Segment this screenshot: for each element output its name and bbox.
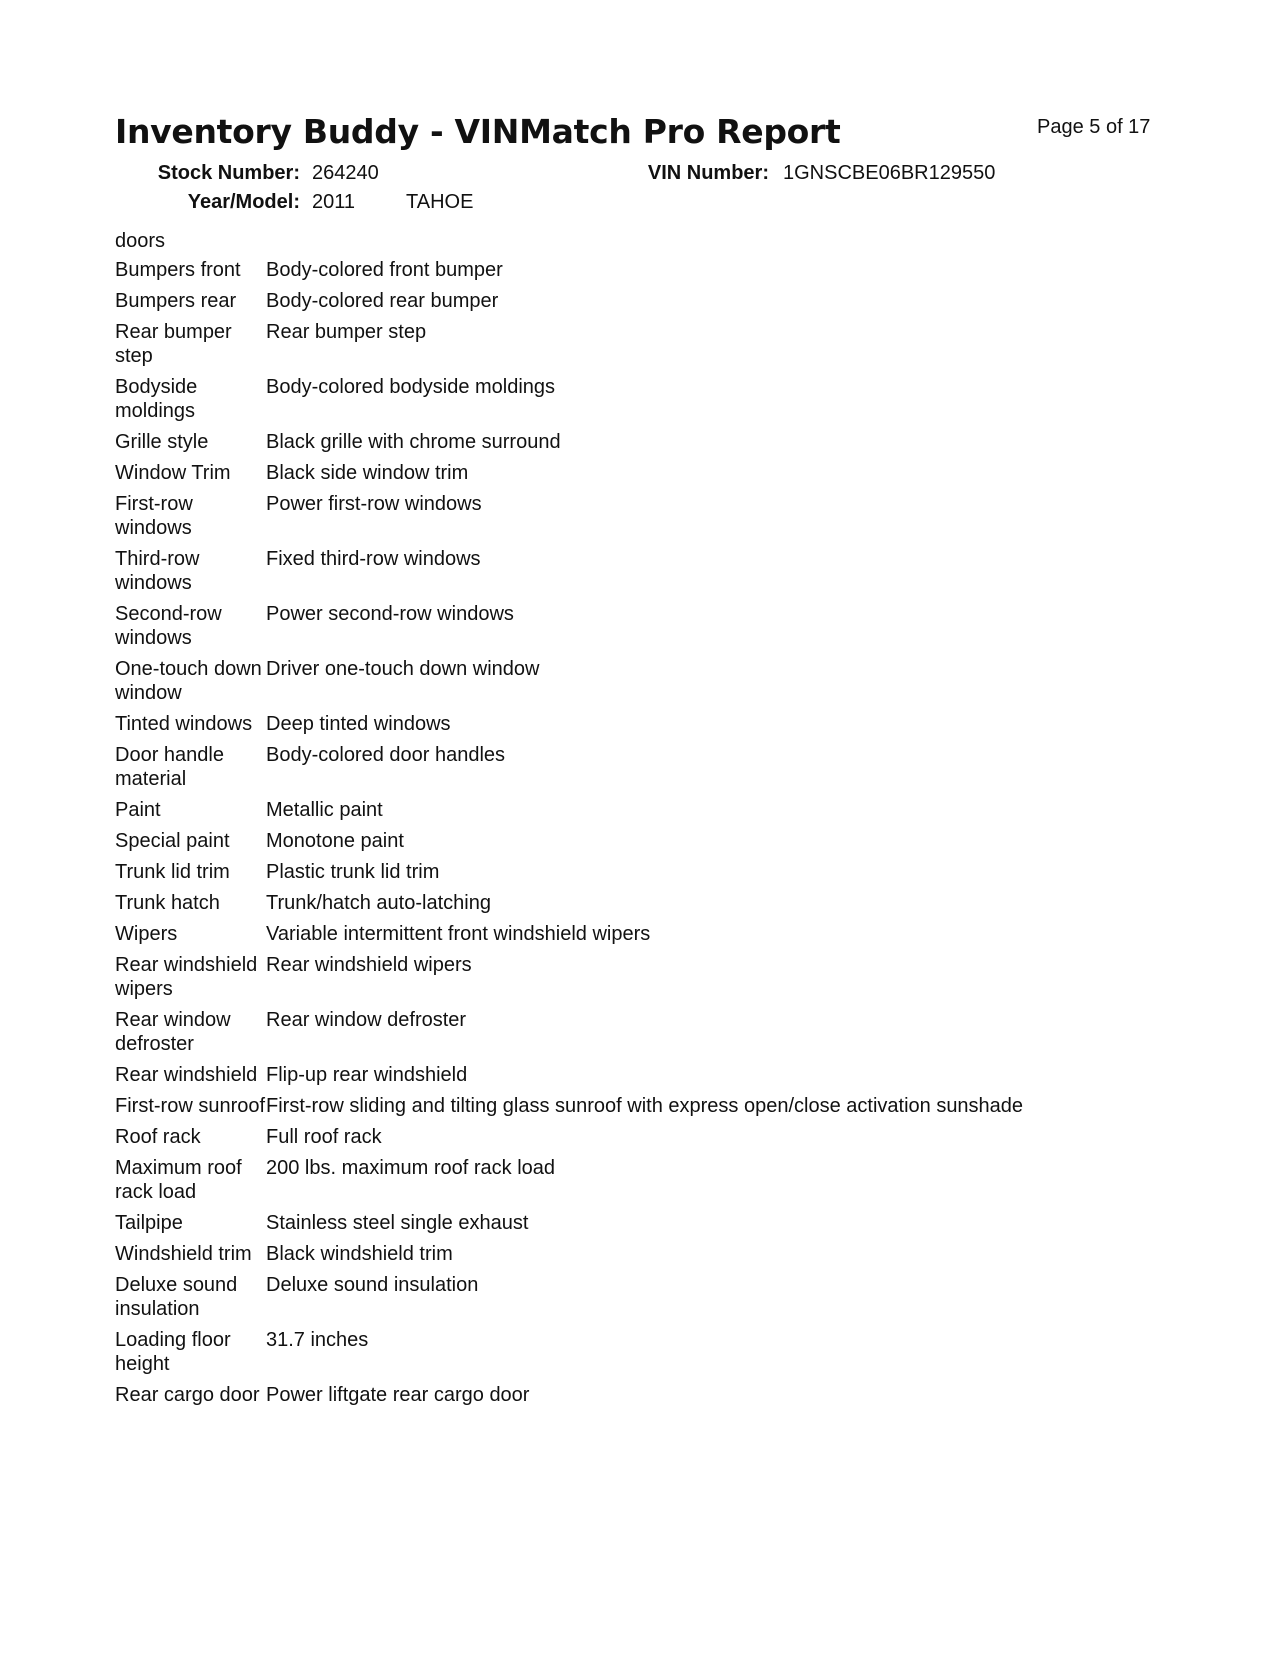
spec-label: Tailpipe (115, 1212, 183, 1234)
spec-label: Maximum roof rack load (115, 1157, 242, 1203)
spec-label: Rear bumper step (115, 321, 232, 367)
year-model-label: Year/Model: (187, 191, 300, 213)
spec-row (115, 1211, 1023, 1235)
spec-row (115, 922, 1023, 946)
spec-value: Rear bumper step (266, 321, 427, 343)
spec-row (115, 712, 1023, 736)
spec-label: Windshield trim (115, 1243, 252, 1265)
spec-label: Third-row windows (115, 548, 200, 594)
spec-label: Second-row windows (115, 603, 222, 649)
spec-row (115, 1328, 1023, 1376)
spec-row (115, 891, 1023, 915)
spec-value: Body-colored rear bumper (266, 290, 499, 312)
spec-row (115, 1008, 1023, 1056)
stock-number-value: 264240 (312, 162, 379, 184)
spec-value: Black windshield trim (266, 1243, 453, 1265)
spec-label: Grille style (115, 431, 209, 453)
spec-value: Flip-up rear windshield (266, 1064, 468, 1086)
spec-label: Door handle material (115, 744, 224, 790)
spec-value: Variable intermittent front windshield wipers (266, 923, 651, 945)
spec-label: Paint (115, 799, 161, 821)
spec-label: Special paint (115, 830, 230, 852)
report-title: Inventory Buddy - VINMatch Pro Report (115, 112, 841, 151)
spec-value: Deluxe sound insulation (266, 1274, 479, 1296)
spec-label: Bumpers front (115, 259, 241, 281)
spec-value: Rear windshield wipers (266, 954, 472, 976)
spec-row (115, 1094, 1023, 1118)
spec-label: Wipers (115, 923, 178, 945)
spec-label: Deluxe sound insulation (115, 1274, 238, 1320)
spec-row (115, 258, 1023, 282)
spec-value: 200 lbs. maximum roof rack load (266, 1157, 556, 1179)
spec-value: Stainless steel single exhaust (266, 1212, 529, 1234)
spec-row (115, 289, 1023, 313)
spec-label: First-row sunroof (115, 1095, 266, 1117)
spec-label: Loading floor height (115, 1329, 231, 1375)
spec-row (115, 492, 1023, 540)
spec-label: Rear cargo door (115, 1384, 260, 1406)
spec-label: Roof rack (115, 1126, 201, 1148)
spec-row (115, 1156, 1023, 1204)
spec-row (115, 829, 1023, 853)
spec-value: Body-colored front bumper (266, 259, 503, 281)
spec-row (115, 320, 1023, 368)
spec-value: Power liftgate rear cargo door (266, 1384, 530, 1406)
vin-number-label: VIN Number: (647, 162, 769, 184)
spec-label: Trunk hatch (115, 892, 220, 914)
spec-row (115, 461, 1023, 485)
spec-value: Plastic trunk lid trim (266, 861, 440, 883)
spec-value: Black grille with chrome surround (266, 431, 561, 453)
spec-row (115, 743, 1023, 791)
spec-value: Deep tinted windows (266, 713, 451, 735)
spec-label: Bumpers rear (115, 290, 237, 312)
spec-label: Bodyside moldings (115, 376, 198, 422)
spec-value: Body-colored door handles (266, 744, 506, 766)
page-number: Page 5 of 17 (1037, 116, 1151, 138)
spec-row (115, 953, 1023, 1001)
spec-label: First-row windows (115, 493, 193, 539)
spec-row (115, 1063, 1023, 1087)
spec-label: Trunk lid trim (115, 861, 230, 883)
spec-value: Driver one-touch down window (266, 658, 540, 680)
spec-label: One-touch down window (115, 658, 262, 704)
year-value: 2011 (312, 191, 356, 213)
spec-label: Tinted windows (115, 713, 253, 735)
model-value: TAHOE (406, 191, 474, 213)
spec-label: Rear windshield (115, 1064, 258, 1086)
spec-row (115, 1242, 1023, 1266)
spec-value: Black side window trim (266, 462, 469, 484)
spec-value: Metallic paint (266, 799, 383, 821)
spec-row (115, 798, 1023, 822)
spec-list (115, 258, 1023, 1414)
spec-value: 31.7 inches (266, 1329, 369, 1351)
spec-value: Power first-row windows (266, 493, 482, 515)
spec-value: First-row sliding and tilting glass sunroof with express open/close activation sunshade (266, 1095, 1024, 1117)
stock-number-label: Stock Number: (157, 162, 300, 184)
spec-value: Power second-row windows (266, 603, 514, 625)
spec-row (115, 1383, 1023, 1407)
spec-row (115, 657, 1023, 705)
spec-value: Body-colored bodyside moldings (266, 376, 556, 398)
spec-label: Window Trim (115, 462, 231, 484)
spec-row (115, 860, 1023, 884)
spec-row (115, 375, 1023, 423)
spec-row (115, 602, 1023, 650)
spec-row (115, 1273, 1023, 1321)
continued-text: doors (115, 230, 166, 252)
spec-row (115, 430, 1023, 454)
spec-value: Rear window defroster (266, 1009, 467, 1031)
spec-label: Rear windshield wipers (115, 954, 258, 1000)
spec-value: Fixed third-row windows (266, 548, 481, 570)
spec-row (115, 1125, 1023, 1149)
spec-value: Trunk/hatch auto-latching (266, 892, 491, 914)
spec-value: Monotone paint (266, 830, 404, 852)
spec-row (115, 547, 1023, 595)
vin-number-value: 1GNSCBE06BR129550 (783, 162, 996, 184)
spec-label: Rear window defroster (115, 1009, 231, 1055)
spec-value: Full roof rack (266, 1126, 382, 1148)
